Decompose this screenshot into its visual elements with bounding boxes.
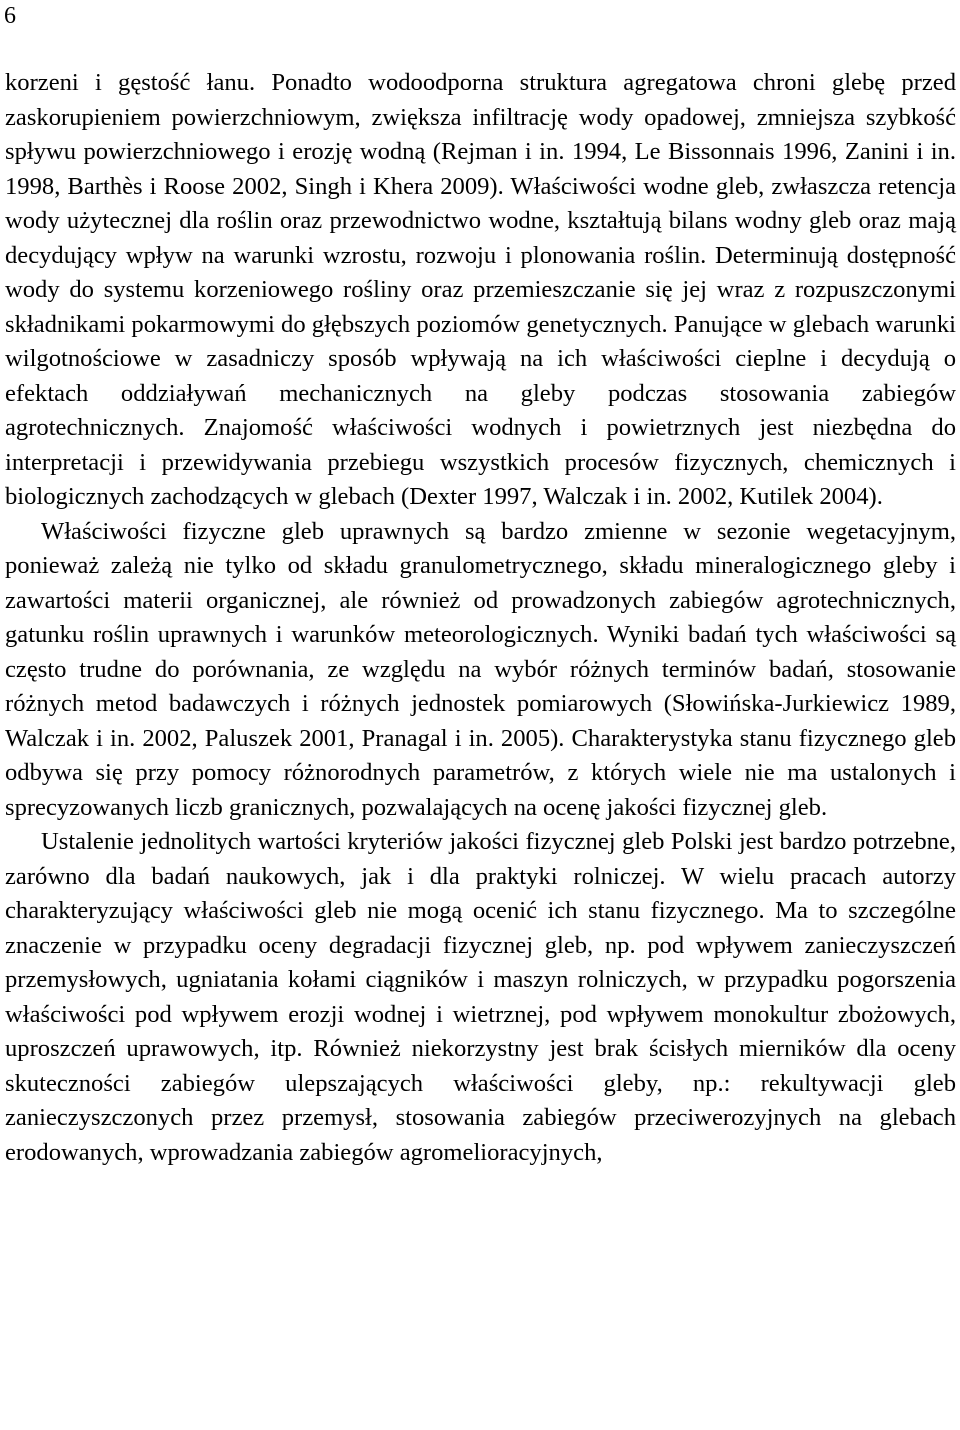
- paragraph-quality-criteria: Ustalenie jednolitych wartości kryteriów jakości fizycznej gleb Polski jest bardzo potrzebne, zarówno dla badań naukowych, jak i dla praktyki rolniczej. W wielu pracach autorzy charakteryzujący właściwości gleb nie mogą ocenić ich stanu fizycznego. Ma to szczególne znaczenie w przypadku oceny degradacji fizycznej gleb, np. pod wpływem zanieczyszczeń przemysłowych, ugniatania kołami ciągników i maszyn rolniczych, w przypadku pogorszenia właściwości pod wpływem erozji wodnej i wietrznej, pod wpływem monokultur zbożowych, uproszczeń uprawowych, itp. Również niekorzystny jest brak ścisłych mierników dla oceny skuteczności zabiegów ulepszających właściwości gleby, np.: rekultywacji gleb zanieczyszczonych przez przemysł, stosowania zabiegów przeciwerozyjnych na glebach erodowanych, wprowadzania zabiegów agromelioracyjnych,: [5, 828, 956, 1166]
- paragraph-physical-properties: Właściwości fizyczne gleb uprawnych są bardzo zmienne w sezonie wegetacyjnym, ponieważ zależą nie tylko od składu granulometrycznego, składu mineralogicznego gleby i zawartości materii organicznej, ale również od prowadzonych zabiegów agrotechnicznych, gatunku roślin uprawnych i warunków meteorologicznych. Wyniki badań tych właściwości są często trudne do porównania, ze względu na wybór różnych terminów badań, stosowanie różnych metod badawczych i różnych jednostek pomiarowych (Słowińska-Jurkiewicz 1989, Walczak i in. 2002, Paluszek 2001, Pranagal i in. 2005). Charakterystyka stanu fizycznego gleb odbywa się przy pomocy różnorodnych parametrów, z których wiele nie ma ustalonych i sprecyzowanych liczb granicznych, pozwalających na ocenę jakości fizycznej gleb.: [5, 517, 956, 821]
- page-body: [5, 66, 956, 1170]
- page-number: 6: [4, 3, 16, 29]
- paragraph-continuation: korzeni i gęstość łanu. Ponadto wodoodporna struktura agregatowa chroni glebę przed zaskorupieniem powierzchniowym, zwiększa infiltrację wody opadowej, zmniejsza szybkość spływu powierzchniowego i erozję wodną (Rejman i in. 1994, Le Bissonnais 1996, Zanini i in. 1998, Barthès i Roose 2002, Singh i Khera 2009). Właściwości wodne gleb, zwłaszcza retencja wody użytecznej dla roślin oraz przewodnictwo wodne, kształtują bilans wodny gleb oraz mają decydujący wpływ na warunki wzrostu, rozwoju i plonowania roślin. Determinują dostępność wody do systemu korzeniowego rośliny oraz przemieszczanie się jej wraz z rozpuszczonymi składnikami pokarmowymi do głębszych poziomów genetycznych. Panujące w glebach warunki wilgotnościowe w zasadniczy sposób wpływają na ich właściwości cieplne i decydują o efektach oddziaływań mechanicznych na gleby podczas stosowania zabiegów agrotechnicznych. Znajomość właściwości wodnych i powietrznych jest niezbędna do interpretacji i przewidywania przebiegu wszystkich procesów fizycznych, chemicznych i biologicznych zachodzących w glebach (Dexter 1997, Walczak i in. 2002, Kutilek 2004).: [5, 69, 956, 510]
